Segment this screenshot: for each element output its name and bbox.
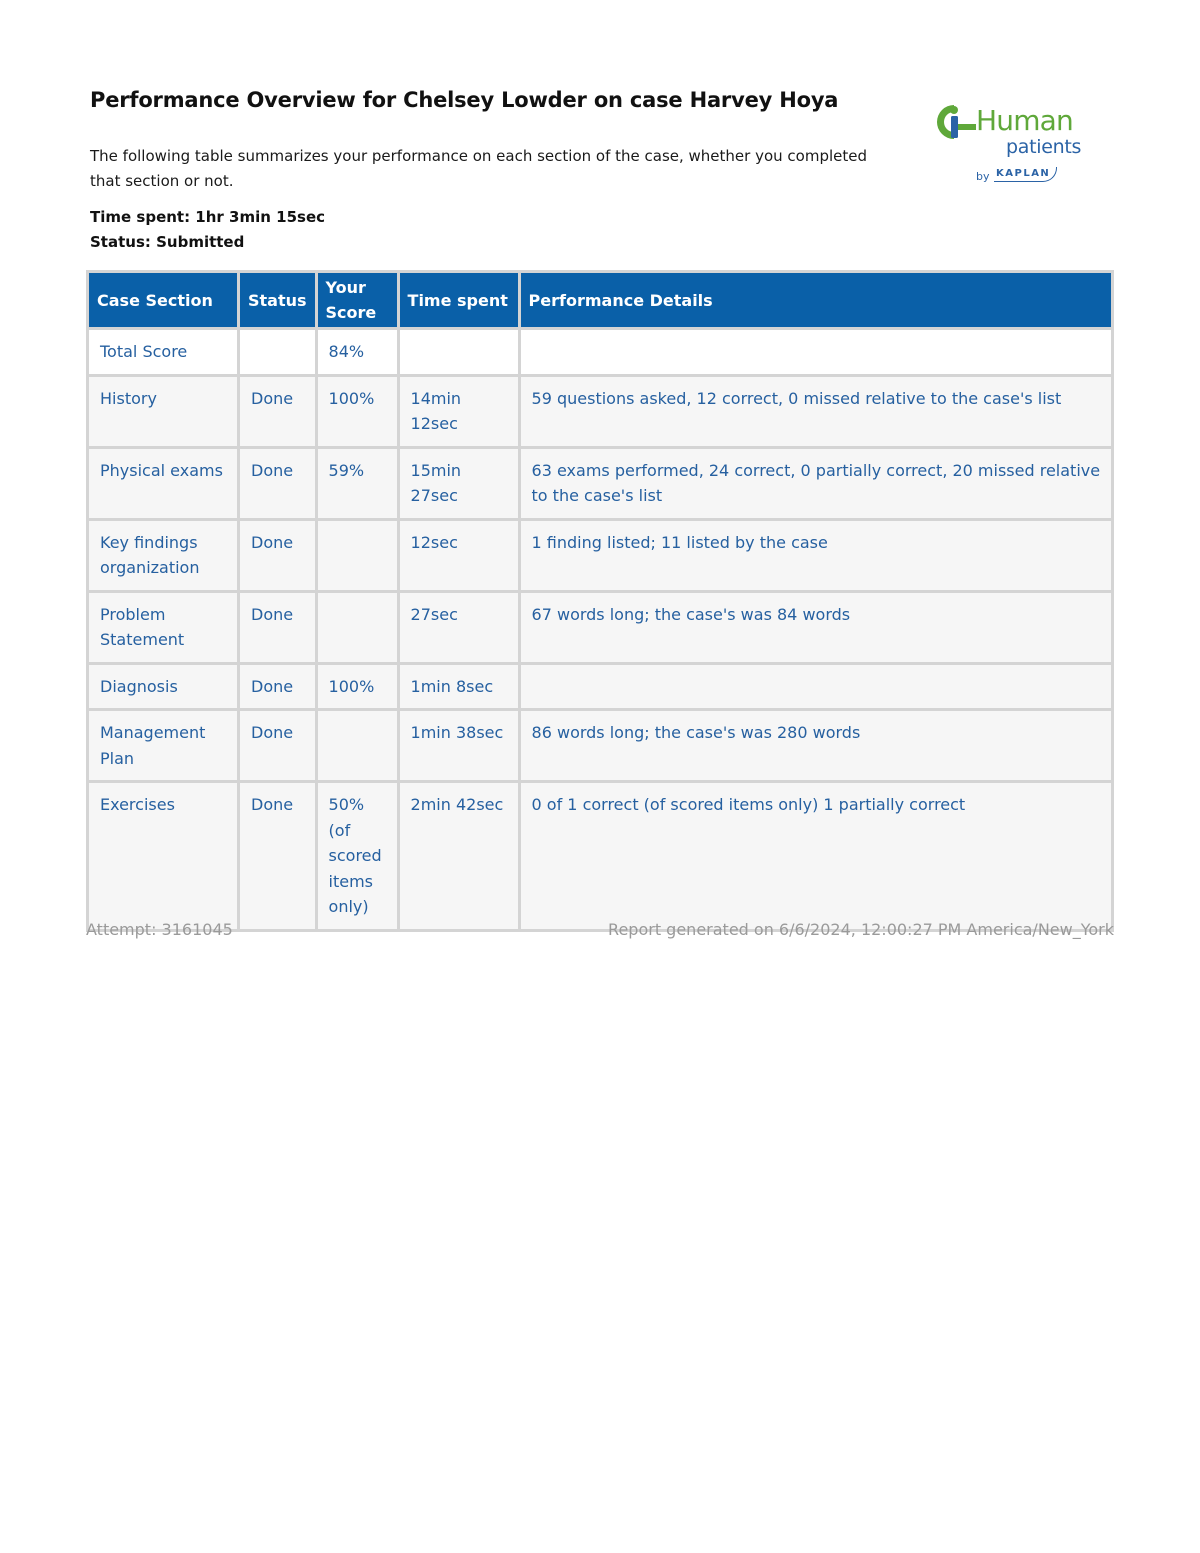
ihuman-patients-logo	[934, 100, 1114, 200]
table-row-problem-statement	[89, 593, 1111, 662]
col-header-status: Status	[240, 273, 315, 327]
cell-section: Key findings organization	[89, 521, 237, 590]
cell-status: Done	[240, 783, 315, 929]
attempt-id: Attempt: 3161045	[86, 920, 233, 939]
cell-score	[318, 711, 397, 780]
col-header-time-spent: Time spent	[400, 273, 518, 327]
cell-status: Done	[240, 711, 315, 780]
table-row-key-findings	[89, 521, 1111, 590]
cell-time: 27sec	[400, 593, 518, 662]
cell-score: 84%	[318, 330, 397, 374]
logo-by-text: by	[976, 170, 990, 183]
cell-section: Management Plan	[89, 711, 237, 780]
cell-details: 86 words long; the case's was 280 words	[521, 711, 1111, 780]
cell-section: Physical exams	[89, 449, 237, 518]
cell-section: Total Score	[89, 330, 237, 374]
cell-time: 1min 38sec	[400, 711, 518, 780]
cell-score: 100%	[318, 665, 397, 709]
cell-section: History	[89, 377, 237, 446]
col-header-case-section: Case Section	[89, 273, 237, 327]
ihuman-logo-mark-icon	[934, 102, 978, 142]
table-row-management-plan	[89, 711, 1111, 780]
cell-details: 0 of 1 correct (of scored items only) 1 partially correct	[521, 783, 1111, 929]
logo-human-text: Human	[976, 104, 1073, 137]
cell-status: Done	[240, 521, 315, 590]
cell-score	[318, 521, 397, 590]
performance-table	[86, 270, 1114, 932]
cell-score	[318, 593, 397, 662]
report-generated: Report generated on 6/6/2024, 12:00:27 PM America/New_York	[608, 920, 1114, 939]
table-row-exercises	[89, 783, 1111, 929]
status-label: Status: Submitted	[90, 233, 245, 251]
cell-status: Done	[240, 449, 315, 518]
col-header-your-score: Your Score	[318, 273, 397, 327]
cell-details: 1 finding listed; 11 listed by the case	[521, 521, 1111, 590]
cell-details	[521, 665, 1111, 709]
table-row-physical-exams	[89, 449, 1111, 518]
logo-kaplan-text: KAPLAN	[994, 167, 1057, 182]
cell-status: Done	[240, 593, 315, 662]
cell-time: 1min 8sec	[400, 665, 518, 709]
col-header-performance-details: Performance Details	[521, 273, 1111, 327]
cell-details	[521, 330, 1111, 374]
cell-section: Diagnosis	[89, 665, 237, 709]
cell-section: Exercises	[89, 783, 237, 929]
page-title: Performance Overview for Chelsey Lowder on case Harvey Hoya	[90, 88, 839, 112]
intro-text: The following table summarizes your performance on each section of the case, whether you completed that section or not.	[90, 147, 867, 190]
cell-time: 15min 27sec	[400, 449, 518, 518]
cell-score: 50% (of scored items only)	[318, 783, 397, 929]
table-row-history	[89, 377, 1111, 446]
cell-status	[240, 330, 315, 374]
cell-details: 59 questions asked, 12 correct, 0 missed relative to the case's list	[521, 377, 1111, 446]
cell-details: 63 exams performed, 24 correct, 0 partially correct, 20 missed relative to the case's list	[521, 449, 1111, 518]
table-row-total-score	[89, 330, 1111, 374]
logo-patients-text: patients	[1006, 136, 1082, 158]
cell-time: 14min 12sec	[400, 377, 518, 446]
cell-status: Done	[240, 665, 315, 709]
time-spent-label: Time spent: 1hr 3min 15sec	[90, 208, 326, 226]
cell-score: 59%	[318, 449, 397, 518]
cell-time	[400, 330, 518, 374]
cell-score: 100%	[318, 377, 397, 446]
cell-section: Problem Statement	[89, 593, 237, 662]
cell-time: 2min 42sec	[400, 783, 518, 929]
table-header-row	[89, 273, 1111, 327]
summary-meta	[90, 205, 325, 255]
cell-time: 12sec	[400, 521, 518, 590]
table-row-diagnosis	[89, 665, 1111, 709]
cell-status: Done	[240, 377, 315, 446]
cell-details: 67 words long; the case's was 84 words	[521, 593, 1111, 662]
